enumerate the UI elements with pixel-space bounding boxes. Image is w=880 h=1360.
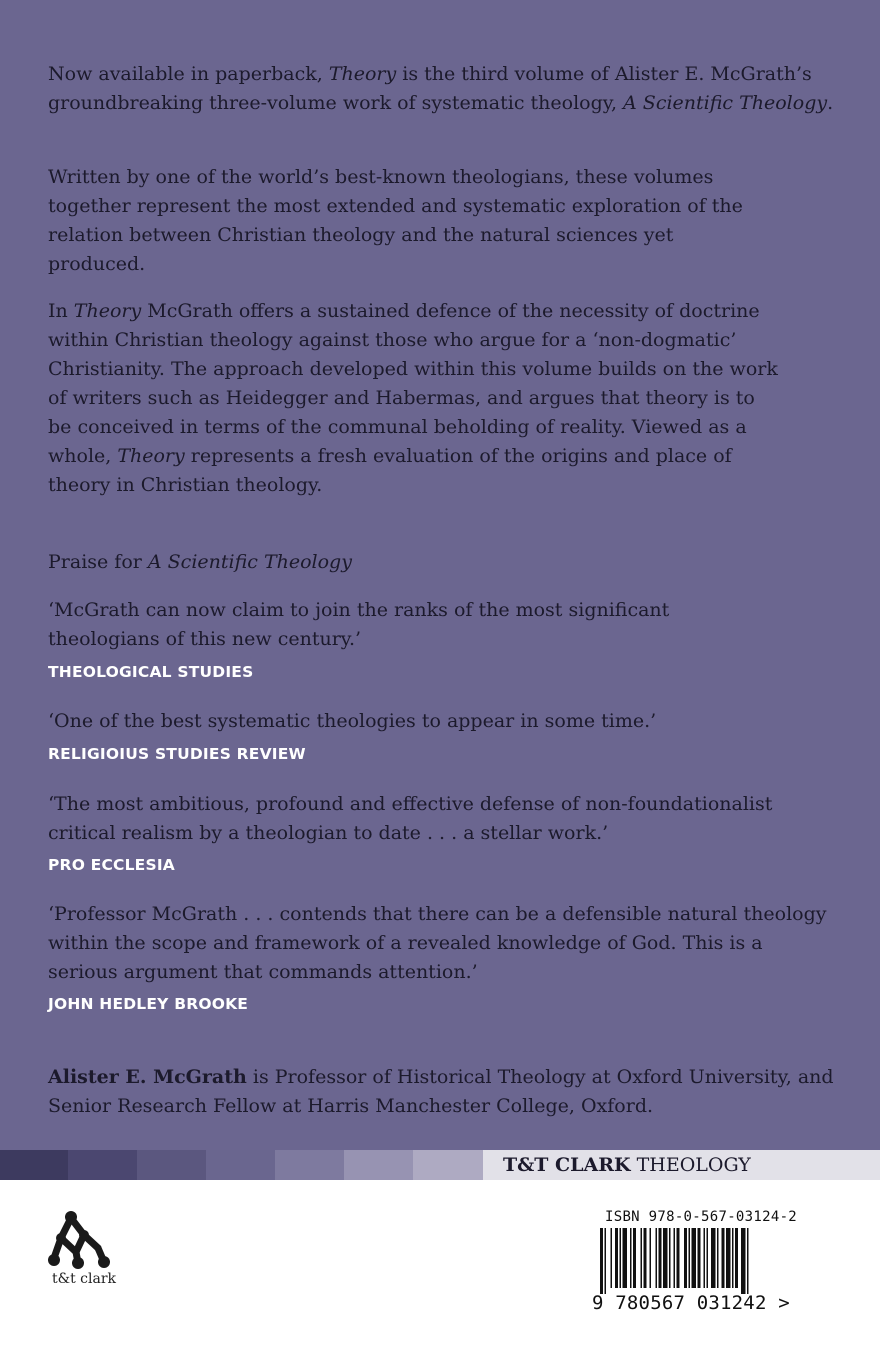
barcode-bar bbox=[633, 1228, 636, 1288]
barcode-bar bbox=[722, 1228, 725, 1288]
barcode-bar bbox=[663, 1228, 668, 1288]
author-bio: Alister E. McGrath is Professor of Historical Theology at Oxford University, and Senior Research Fellow at Harris Manchester College, Oxford. bbox=[48, 1066, 834, 1117]
barcode-digits: 9 780567 031242 > bbox=[592, 1292, 790, 1314]
barcode-bar bbox=[605, 1228, 607, 1294]
color-strip-block-1 bbox=[0, 1150, 68, 1180]
praise-source-3: PRO ECCLESIA bbox=[48, 856, 175, 874]
barcode-bar bbox=[674, 1228, 676, 1288]
barcode-bar bbox=[698, 1228, 701, 1288]
barcode-bar bbox=[735, 1228, 738, 1288]
tt-clark-logo-icon bbox=[46, 1208, 116, 1270]
barcode-bar bbox=[747, 1228, 749, 1294]
praise-heading: Praise for A Scientific Theology bbox=[48, 551, 352, 573]
isbn-label: ISBN 978-0-567-03124-2 bbox=[605, 1209, 798, 1225]
barcode-bar bbox=[726, 1228, 731, 1288]
barcode-bar bbox=[684, 1228, 687, 1288]
series-name: THEOLOGY bbox=[636, 1154, 751, 1176]
blurb-paragraph-1: Now available in paperback, Theory is the third volume of Alister E. McGrath’s groundbreaking three-volume work of systematic theology, A Scientific Theology. bbox=[48, 63, 834, 114]
series-brand: T&T CLARK bbox=[503, 1154, 631, 1176]
blurb-paragraph-2: Written by one of the world’s best-known theologians, these volumes together represent the most extended and systematic exploration of the relation between Christian theology and the natural sciences yet produced. bbox=[48, 166, 743, 275]
color-strip-block-2 bbox=[68, 1150, 137, 1180]
barcode-bar bbox=[669, 1228, 671, 1288]
praise-quote-3: ‘The most ambitious, profound and effective defense of non-foundationalist critical realism by a theologian to date . . . a stellar work.’ bbox=[48, 793, 773, 844]
barcode-bar bbox=[741, 1228, 746, 1294]
barcode-bar bbox=[677, 1228, 680, 1288]
color-strip-block-5 bbox=[275, 1150, 344, 1180]
barcode-bar bbox=[623, 1228, 628, 1288]
color-strip-block-4 bbox=[206, 1150, 275, 1180]
barcode-bar bbox=[630, 1228, 632, 1288]
barcode-bar bbox=[692, 1228, 697, 1288]
barcode-bar bbox=[650, 1228, 652, 1288]
barcode-bar bbox=[615, 1228, 618, 1288]
barcode-bar bbox=[711, 1228, 716, 1288]
praise-source-1: THEOLOGICAL STUDIES bbox=[48, 663, 254, 681]
praise-quote-4: ‘Professor McGrath . . . contends that there can be a defensible natural theology within the scope and framework of a revealed knowledge of God. This is a serious argument that commands attention.’ bbox=[48, 903, 827, 983]
praise-quote-1: ‘McGrath can now claim to join the ranks of the most significant theologians of this new century.’ bbox=[48, 599, 670, 650]
color-strip-block-7 bbox=[413, 1150, 483, 1180]
color-strip-block-6 bbox=[344, 1150, 413, 1180]
barcode-bar bbox=[717, 1228, 719, 1288]
barcode-bar bbox=[659, 1228, 662, 1288]
praise-source-2: RELIGIOIUS STUDIES REVIEW bbox=[48, 745, 306, 763]
color-strip-block-3 bbox=[137, 1150, 206, 1180]
barcode-bar bbox=[707, 1228, 709, 1288]
barcode-bar bbox=[620, 1228, 622, 1288]
barcode-icon bbox=[590, 1228, 790, 1294]
barcode-bar bbox=[704, 1228, 706, 1288]
barcode-bar bbox=[732, 1228, 734, 1288]
barcode-bar bbox=[644, 1228, 647, 1288]
barcode-bar bbox=[611, 1228, 613, 1288]
praise-quote-2: ‘One of the best systematic theologies to appear in some time.’ bbox=[48, 710, 657, 732]
barcode-bar bbox=[600, 1228, 603, 1294]
praise-source-4: JOHN HEDLEY BROOKE bbox=[48, 995, 249, 1013]
barcode-bar bbox=[656, 1228, 658, 1288]
blurb-paragraph-3: In Theory McGrath offers a sustained defence of the necessity of doctrine within Christian theology against those who argue for a ‘non-dogmatic’ Christianity. The approach developed within this volume builds on the work of writers such as Heidegger and Habermas, and argues that theory is to be conceived in terms of the communal beholding of reality. Viewed as a whole, Theory represents a fresh evaluation of the origins and place of theory in Christian theology. bbox=[48, 300, 778, 496]
publisher-label: t&t clark bbox=[52, 1271, 117, 1287]
barcode-bar bbox=[689, 1228, 691, 1288]
barcode-bar bbox=[641, 1228, 643, 1288]
series-label bbox=[483, 1150, 880, 1180]
